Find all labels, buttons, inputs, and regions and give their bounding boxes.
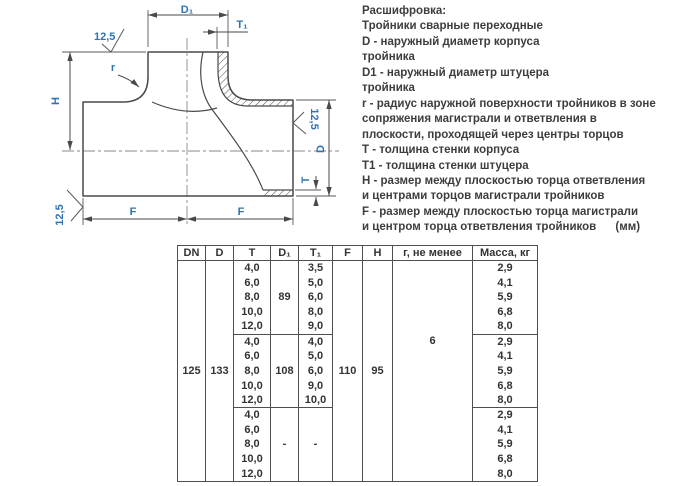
cell-t: 6,0 [234,275,271,290]
cell-mass: 4,1 [473,422,538,437]
cell-mass: 2,9 [473,261,538,276]
legend-line: и центрами торцов магистрали тройников [362,190,605,203]
cell-t: 10,0 [234,305,271,320]
cell-d1: - [271,408,299,482]
legend-line: плоскости, проходящей через центры торцов [362,128,624,141]
cell-t: 8,0 [234,364,271,379]
cell-f: 110 [333,261,363,482]
roughness-mark-bottom-icon [67,190,83,221]
cell-mass: 4,1 [473,349,538,364]
dim-label-f-right: F [237,206,245,218]
legend-line: сопряжения магистрали и ответвления в [362,113,597,126]
cell-t: 8,0 [234,437,271,452]
dimensions-table [177,245,538,482]
cell-t1: 6,0 [299,364,333,379]
dim-label-d: D [315,145,327,153]
cell-t1: 10,0 [299,393,333,408]
cell-h: 95 [363,261,393,482]
cell-t1: 9,0 [299,378,333,393]
saddle-arc [152,102,217,111]
legend-line: тройника [362,51,415,64]
dim-label-f-left: F [129,206,137,218]
radius-label: r [110,62,116,74]
legend-line: Тройники сварные переходные [362,20,543,33]
radius-leader-line [118,75,139,87]
cell-mass: 2,9 [473,334,538,349]
legend-line: и центром торца ответвления тройников (мм) [362,221,641,234]
table-header-f: F [333,246,363,261]
table-header-t: T [234,246,271,261]
cell-mass: 6,8 [473,378,538,393]
cell-t: 12,0 [234,467,271,482]
roughness-label-bottom: 12,5 [54,204,66,226]
weld-seam-curve [201,52,263,190]
section-hatch-bottom-wall [263,190,293,196]
dim-label-t: T [300,176,312,184]
legend-line: T1 - толщина стенки штуцера [362,159,529,172]
cell-t: 6,0 [234,349,271,364]
cell-t: 4,0 [234,261,271,276]
legend-line: Расшифровка: [362,5,447,17]
legend-line: D - наружный диаметр корпуса [362,35,540,48]
cell-mass: 8,0 [473,467,538,482]
cell-t: 10,0 [234,378,271,393]
cell-mass: 6,8 [473,305,538,320]
cell-t: 8,0 [234,290,271,305]
cell-t1: 3,5 [299,261,333,276]
cell-t1: 5,0 [299,275,333,290]
legend-line: F - размер между плоскостью торца магистрали [362,205,639,218]
cell-t: 4,0 [234,334,271,349]
table-header-mass: Масса, кг [473,246,538,261]
dimension-lines [70,15,329,219]
cell-t: 10,0 [234,452,271,467]
dim-label-d1: D₁ [180,4,194,16]
legend-line: T - толщина стенки корпуса [362,144,520,157]
roughness-label-top: 12,5 [94,31,116,43]
roughness-label-right: 12,5 [308,108,320,130]
table-header-dn: DN [178,246,206,261]
cell-mass: 5,9 [473,290,538,305]
table-header-rmin: г, не менее [393,246,473,261]
roughness-mark-right-icon [293,112,306,134]
table-header-row [178,246,538,261]
cell-t1: 6,0 [299,290,333,305]
cell-t1: 4,0 [299,334,333,349]
dim-label-t1: T₁ [236,19,248,31]
table-row [178,261,538,276]
table-header-h: H [363,246,393,261]
cell-mass: 5,9 [473,364,538,379]
cell-d1: 89 [271,261,299,335]
cell-t: 12,0 [234,393,271,408]
table-header-d: D [206,246,234,261]
cell-dn: 125 [178,261,206,482]
cell-mass: 8,0 [473,393,538,408]
cell-mass: 6,8 [473,452,538,467]
cell-t1: 8,0 [299,305,333,320]
legend-line: D1 - наружный диаметр штуцера [362,66,550,79]
cell-mass: 2,9 [473,408,538,423]
cell-t1: 5,0 [299,349,333,364]
cell-mass: 5,9 [473,437,538,452]
cell-d1: 108 [271,334,299,408]
legend-line: r - радиус наружной поверхности тройников в зоне [362,97,656,110]
cell-mass: 4,1 [473,275,538,290]
cell-d: 133 [206,261,234,482]
cell-t: 6,0 [234,422,271,437]
cell-rmin: 6 [393,261,473,482]
legend-line: H - размер между плоскостью торца ответвления [362,174,646,187]
table-header-d1: D₁ [271,246,299,261]
cell-t1: - [299,408,333,482]
cell-t: 4,0 [234,408,271,423]
legend-line: тройника [362,82,415,95]
section-hatch-branch-wall [218,52,293,106]
table-header-t1: T₁ [299,246,333,261]
cell-t: 12,0 [234,319,271,334]
dim-label-h: H [50,97,62,105]
cell-mass: 8,0 [473,319,538,334]
cell-t1: 9,0 [299,319,333,334]
legend [362,4,698,236]
